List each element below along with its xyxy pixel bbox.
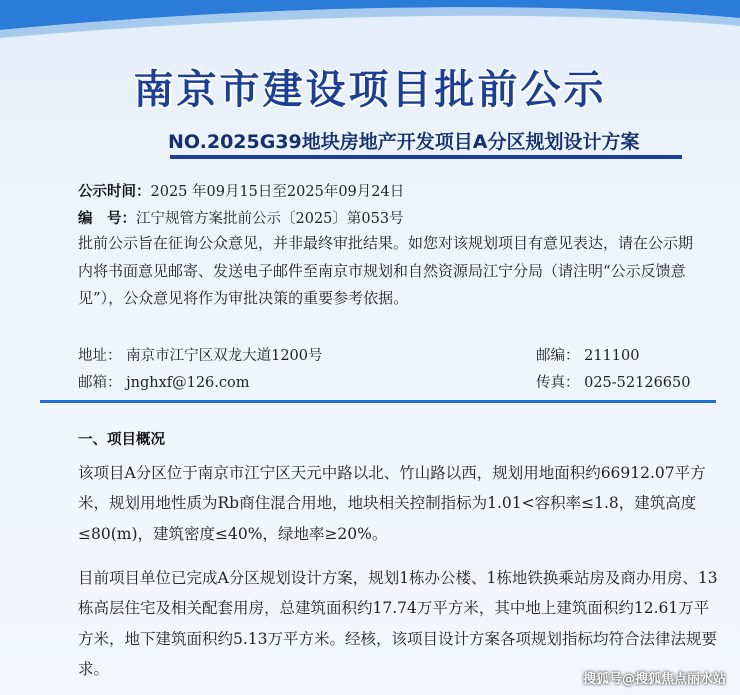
document-number: [78, 207, 404, 228]
page-title: 南京市建设项目批前公示: [133, 67, 607, 113]
contact-fax: 传真： 025-52126650: [536, 375, 691, 391]
publicity-time-label: 公示时间：: [78, 183, 151, 200]
contact-email: 邮箱： jnghxf@126.com: [78, 375, 250, 391]
source-watermark: 搜狐号@搜狐焦点丽水站: [582, 672, 726, 687]
subtitle-underline: [170, 155, 682, 159]
section-divider: [40, 400, 716, 403]
document-number-value: 江宁规管方案批前公示〔2025〕第053号: [136, 211, 404, 227]
overview-paragraph-1: 该项目A分区位于南京市江宁区天元中路以北、竹山路以西，规划用地面积约66912.07平方米，规划用地性质为Rb商住混合用地，地块相关控制指标为1.01<容积率≤1.8，建筑高度≤80(m)，建筑密度≤40%，绿地率≥20%。: [78, 464, 706, 543]
publicity-time-value: 2025 年09月15日至2025年09月24日: [150, 184, 405, 200]
overview-paragraph-2: 目前项目单位已完成A分区规划设计方案，规划1栋办公楼、1栋地铁换乘站房及商办用房、13栋高层住宅及相关配套用房，总建筑面积约17.74万平方米，其中地上建筑面积约12.61万平方米，地下建筑面积约5.13万平方米。经核，该项目设计方案各项规划指标均符合法律法规要求。: [78, 569, 718, 678]
notice-paragraph: 批前公示旨在征询公众意见，并非最终审批结果。如您对该规划项目有意见表达，请在公示期内将书面意见邮寄、发送电子邮件至南京市规划和自然资源局江宁分局（请注明“公示反馈意见”），公众意见将作为审批决策的重要参考依据。: [78, 234, 694, 307]
publicity-time: [78, 180, 404, 201]
section-heading: 一、项目概况: [78, 431, 165, 448]
contact-postcode: 邮编： 211100: [536, 348, 640, 364]
document-number-label: 编 号：: [78, 210, 136, 227]
contact-address: 地址： 南京市江宁区双龙大道1200号: [78, 348, 323, 364]
project-subtitle: NO.2025G39地块房地产开发项目A分区规划设计方案: [168, 131, 640, 153]
